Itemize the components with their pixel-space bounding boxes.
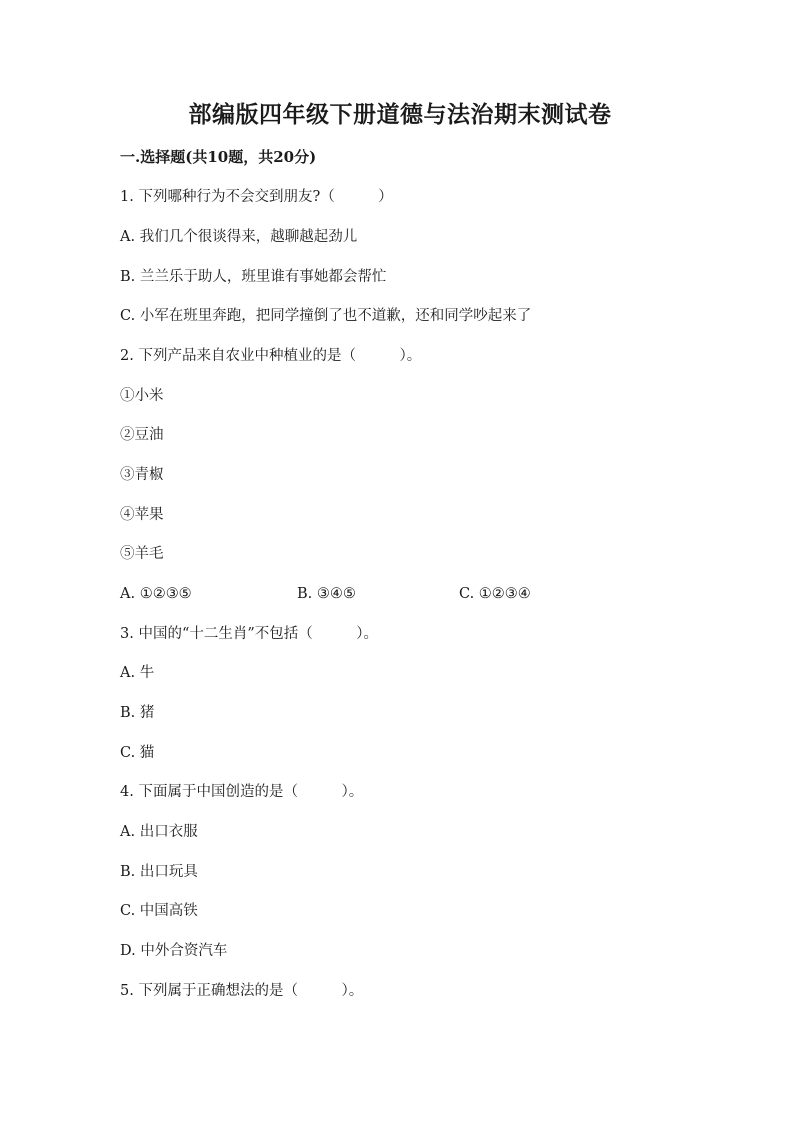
question-3-option-b: B. 猪 — [120, 705, 155, 721]
question-3-stem: 3. 中国的“十二生肖”不包括（ ）。 — [120, 626, 379, 642]
question-2-option-b: B. ③④⑤ — [297, 586, 356, 602]
question-2-option-c: C. ①②③④ — [459, 586, 531, 602]
question-4-option-b: B. 出口玩具 — [120, 864, 198, 880]
question-1-stem: 1. 下列哪种行为不会交到朋友?（ ） — [120, 189, 393, 205]
question-2-item-2: ②豆油 — [120, 427, 164, 443]
question-1-option-c: C. 小军在班里奔跑，把同学撞倒了也不道歉，还和同学吵起来了 — [120, 308, 532, 324]
question-4-option-a: A. 出口衣服 — [120, 824, 198, 840]
question-2-item-4: ④苹果 — [120, 507, 164, 523]
question-2-options — [120, 584, 680, 604]
question-2-item-5: ⑤羊毛 — [120, 546, 164, 562]
section-heading: 一.选择题(共10题，共20分) — [120, 148, 317, 166]
question-2-item-1: ①小米 — [120, 388, 164, 404]
question-5-stem: 5. 下列属于正确想法的是（ ）。 — [120, 983, 364, 999]
question-3-option-c: C. 猫 — [120, 745, 155, 761]
question-1-option-b: B. 兰兰乐于助人，班里谁有事她都会帮忙 — [120, 269, 387, 285]
question-4-option-d: D. 中外合资汽车 — [120, 943, 228, 959]
question-3-option-a: A. 牛 — [120, 665, 155, 681]
question-4-stem: 4. 下面属于中国创造的是（ ）。 — [120, 784, 364, 800]
exam-title: 部编版四年级下册道德与法治期末测试卷 — [188, 101, 612, 128]
question-2-item-3: ③青椒 — [120, 467, 164, 483]
question-4-option-c: C. 中国高铁 — [120, 903, 198, 919]
question-2-option-a: A. ①②③⑤ — [120, 586, 192, 602]
question-1-option-a: A. 我们几个很谈得来，越聊越起劲儿 — [120, 229, 358, 245]
question-2-stem: 2. 下列产品来自农业中种植业的是（ ）。 — [120, 348, 422, 364]
